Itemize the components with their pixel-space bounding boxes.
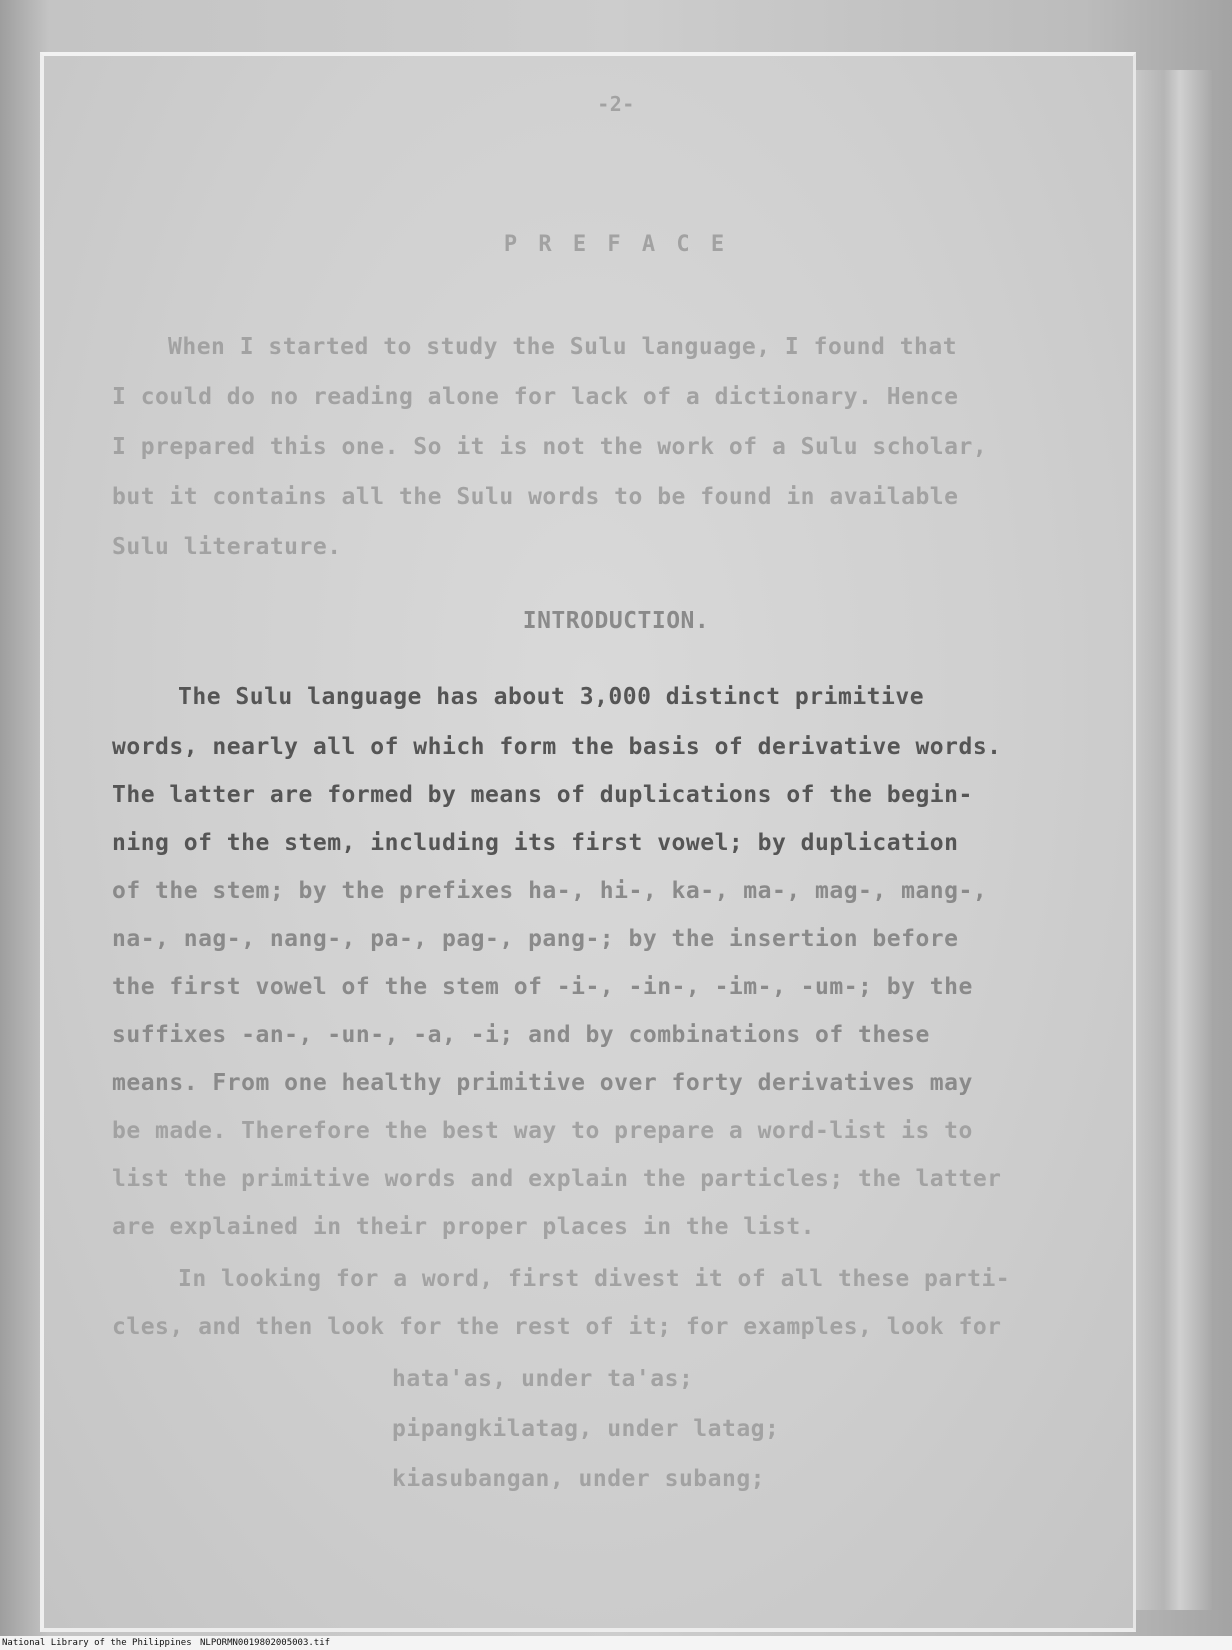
preface-line: I could do no reading alone for lack of a dictionary. Hence — [112, 384, 959, 410]
intro-line: be made. Therefore the best way to prepare a word-list is to — [112, 1118, 973, 1144]
paragraph-line: cles, and then look for the rest of it; for examples, look for — [112, 1314, 1002, 1340]
introduction-heading: INTRODUCTION. — [522, 608, 710, 634]
footer-filename: NLPORMN0019802005003.tif — [200, 1638, 331, 1648]
intro-line: The latter are formed by means of duplications of the begin- — [112, 782, 973, 808]
page-number: -2- — [597, 92, 635, 116]
preface-line: When I started to study the Sulu language, I found that — [168, 334, 958, 360]
intro-line: The Sulu language has about 3,000 distinct primitive — [178, 684, 925, 710]
intro-line: list the primitive words and explain the particles; the latter — [112, 1166, 1002, 1192]
intro-line: suffixes -an-, -un-, -a, -i; and by combinations of these — [112, 1022, 930, 1048]
preface-line: I prepared this one. So it is not the work of a Sulu scholar, — [112, 434, 988, 460]
intro-line: of the stem; by the prefixes ha-, hi-, ka-, ma-, mag-, mang-, — [112, 878, 988, 904]
scan-footer — [0, 1636, 1232, 1650]
paragraph-line: In looking for a word, first divest it of all these parti- — [178, 1266, 1011, 1292]
example-line: kiasubangan, under subang; — [392, 1466, 766, 1492]
preface-heading: P R E F A C E — [503, 232, 729, 257]
example-line: pipangkilatag, under latag; — [392, 1416, 780, 1442]
example-line: hata'as, under ta'as; — [392, 1366, 694, 1392]
preface-line: but it contains all the Sulu words to be found in available — [112, 484, 959, 510]
preface-line: Sulu literature. — [112, 534, 342, 560]
page-stack-edge — [1130, 70, 1212, 1610]
intro-line: are explained in their proper places in the list. — [112, 1214, 816, 1240]
intro-line: the first vowel of the stem of -i-, -in-, -im-, -um-; by the — [112, 974, 973, 1000]
intro-line: na-, nag-, nang-, pa-, pag-, pang-; by the insertion before — [112, 926, 959, 952]
intro-line: means. From one healthy primitive over forty derivatives may — [112, 1070, 973, 1096]
intro-line: words, nearly all of which form the basis of derivative words. — [112, 734, 1002, 760]
footer-institution: National Library of the Philippines — [2, 1638, 192, 1648]
intro-line: ning of the stem, including its first vowel; by duplication — [112, 830, 959, 856]
